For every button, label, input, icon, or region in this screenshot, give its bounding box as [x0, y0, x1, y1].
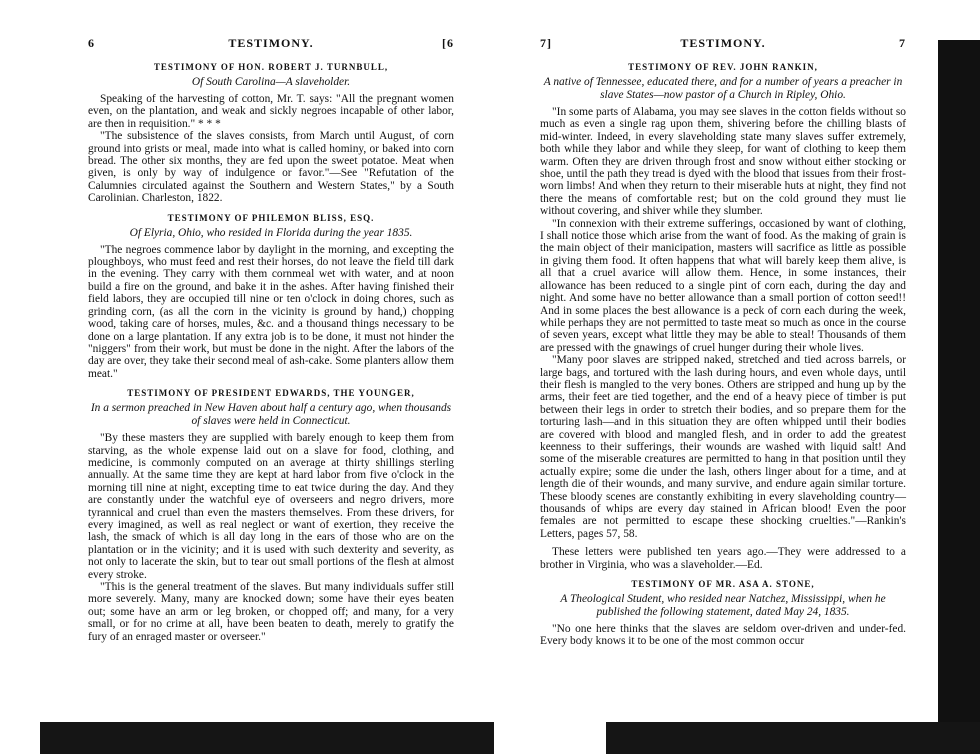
book-gutter — [496, 0, 534, 754]
section-subheading: A native of Tennessee, educated there, and for a number of years a preacher in slave States—now pastor of a Church in Ripley, Ohio. — [543, 76, 903, 101]
scan-bottom-shadow-left — [40, 722, 494, 754]
running-head-title: TESTIMONY. — [228, 36, 314, 50]
section-heading: TESTIMONY OF PHILEMON BLISS, ESQ. — [167, 212, 375, 223]
right-page — [540, 36, 906, 648]
page-number: 7 — [899, 36, 906, 50]
section-subheading: Of South Carolina—A slaveholder. — [191, 76, 351, 88]
paragraph: Speaking of the harvesting of cotton, Mr. T. says: "All the pregnant women even, on the plantation, and weak and sickly negroes incapable of other labor, are then in requisition." * * * — [88, 93, 454, 130]
scan-bottom-shadow-right — [606, 722, 980, 754]
section-heading: TESTIMONY OF HON. ROBERT J. TURNBULL, — [153, 62, 389, 72]
section-heading: TESTIMONY OF PRESIDENT EDWARDS, THE YOUNGER, — [127, 388, 415, 399]
paragraph: "In some parts of Alabama, you may see slaves in the cotton fields without so much as even a single rag upon them, shivering before the chilling blasts of mid-winter. Indeed, in every slaveholding state many slaves suffer extremely, both while they labor and while they sleep, for want of clothing to keep them warm. Often they are driven through frost and snow without either stocking or shoe, until the path they tread is dyed with the blood that issues from their frost-worn limbs! And when they return to their miserable huts at night, they find not there the means of comfortable rest; but on the cold ground they must lie without covering, and shiver while they slumber. — [540, 106, 906, 218]
running-head-left — [88, 36, 454, 54]
running-head-title: TESTIMONY. — [680, 36, 766, 50]
running-head-right — [540, 36, 906, 54]
editor-note: These letters were published ten years ago.—They were addressed to a brother in Virginia, who was a slaveholder.—Ed. — [540, 546, 906, 571]
paragraph: "The negroes commence labor by daylight in the morning, and excepting the ploughboys, who must feed and rest their horses, do not leave the field till dark in the evening. They carry with them cornmeal wet with water, and at noon build a fire on the ground, and bake it in the ashes. After having finished their field labors, they are occupied till nine or ten o'clock in doing chores, such as grinding corn, (as all the corn in the vicinity is ground by hand,) chopping wood, taking care of horses, mules, &c. and a thousand things necessary to be done on a large plantation. If any extra job is to be done, it must not hinder the "niggers" from their work, but must be done in the night. After the labors of the day are over, they take their second meal of ash-cake. Some planters allow them meat." — [88, 243, 454, 380]
section-subheading: A Theological Student, who resided near Natchez, Mississippi, when he published the following statement, dated May 24, 1835. — [560, 593, 886, 619]
section-heading: TESTIMONY OF MR. ASA A. STONE, — [631, 579, 815, 590]
section-subheading: Of Elyria, Ohio, who resided in Florida during the year 1835. — [129, 226, 413, 239]
paragraph: "Many poor slaves are stripped naked, stretched and tied across barrels, or large bags, and tortured with the lash during hours, and even whole days, until their flesh is mangled to the very bones. Others are stripped and hung up by the arms, their feet are tied together, and the end of a heavy piece of timber is put between their legs in order to stretch their bodies, and so prepare them for the torturing lash—and in this situation they are often whipped until their bodies are covered with blood and mangled flesh, and in order to add the greatest keenness to their sufferings, their wounds are washed with liquid salt! And some of the miserable creatures are permitted to hang in that position until they actually expire; some die under the lash, others linger about for a time, and at length die of their wounds, and many survive, and endure again similar torture. These bloody scenes are constantly exhibiting in every slaveholding country—thousands of whips are every day stained in African blood! Even the poor females are not permitted to escape these shocking cruelties."—Rankin's Letters, pages 57, 58. — [540, 354, 906, 540]
scan-edge-shadow — [938, 40, 980, 754]
section-subheading: In a sermon preached in New Haven about half a century ago, when thousands of slaves were held in Connecticut. — [90, 402, 452, 428]
section-heading: TESTIMONY OF REV. JOHN RANKIN, — [628, 62, 818, 72]
paragraph: "No one here thinks that the slaves are seldom over-driven and under-fed. Every body knows it to be one of the most common occur — [540, 623, 906, 648]
paragraph: "By these masters they are supplied with barely enough to keep them from starving, as the whole expense laid out on a slave for food, clothing, and medicine, is commonly computed on an average at thirty shillings sterling annually. At the same time they are kept at hard labor from five o'clock in the morning till nine at night, excepting time to eat twice during the day. And they are constantly under the watchful eye of overseers and negro drivers, more tyrannical and cruel than even the masters themselves. From these drivers, for every imagined, as well as real neglect or want of exertion, they receive the lash, the smack of which is all day long in the ears of those who are on the plantation or in the vicinity; and it is used with such dexterity and severity, as not only to lacerate the skin, but to tear out small portions of the flesh at almost every stroke. — [88, 432, 454, 581]
page-bracket: [6 — [442, 36, 454, 50]
paragraph: "The subsistence of the slaves consists, from March until August, of corn ground into grists or meal, made into what is called hominy, or baked into corn bread. The other six months, they are fed upon the sweet potatoe. Meat when given, is only by way of indulgence or favor."—See "Refutation of the Calumnies circulated against the Southern and Western States," by a South Carolinian. Charleston, 1822. — [88, 130, 454, 205]
left-page — [88, 36, 454, 643]
page-bracket: 7] — [540, 36, 552, 50]
page-number: 6 — [88, 36, 95, 50]
paragraph: "In connexion with their extreme sufferings, occasioned by want of clothing, I shall notice those which arise from the want of food. As the making of grain is the main object of their manicipation, masters will sacrifice as little as possible in giving them food. It often happens that what will barely keep them alive, is all that a cruel avarice will allow them. Hence, in some instances, their allowance has been reduced to a single pint of corn each, during the day and night. And some have no better allowance than a small portion of cotton seed!! And in some places the best allowance is a peck of corn each during the week, while perhaps they are not permitted to taste meat so much as once in the course of seven years, except what little they may be able to steal! Thousands of them are pressed with the gnawings of cruel hunger during their whole lives. — [540, 217, 906, 354]
paragraph: "This is the general treatment of the slaves. But many individuals suffer still more severely. Many, many are knocked down; some have their eyes beaten out; some have an arm or leg broken, or chopped off; and many, for a very small, or for no crime at all, have been beaten to death, merely to gratify the fury of an enraged master or overseer." — [88, 581, 454, 643]
